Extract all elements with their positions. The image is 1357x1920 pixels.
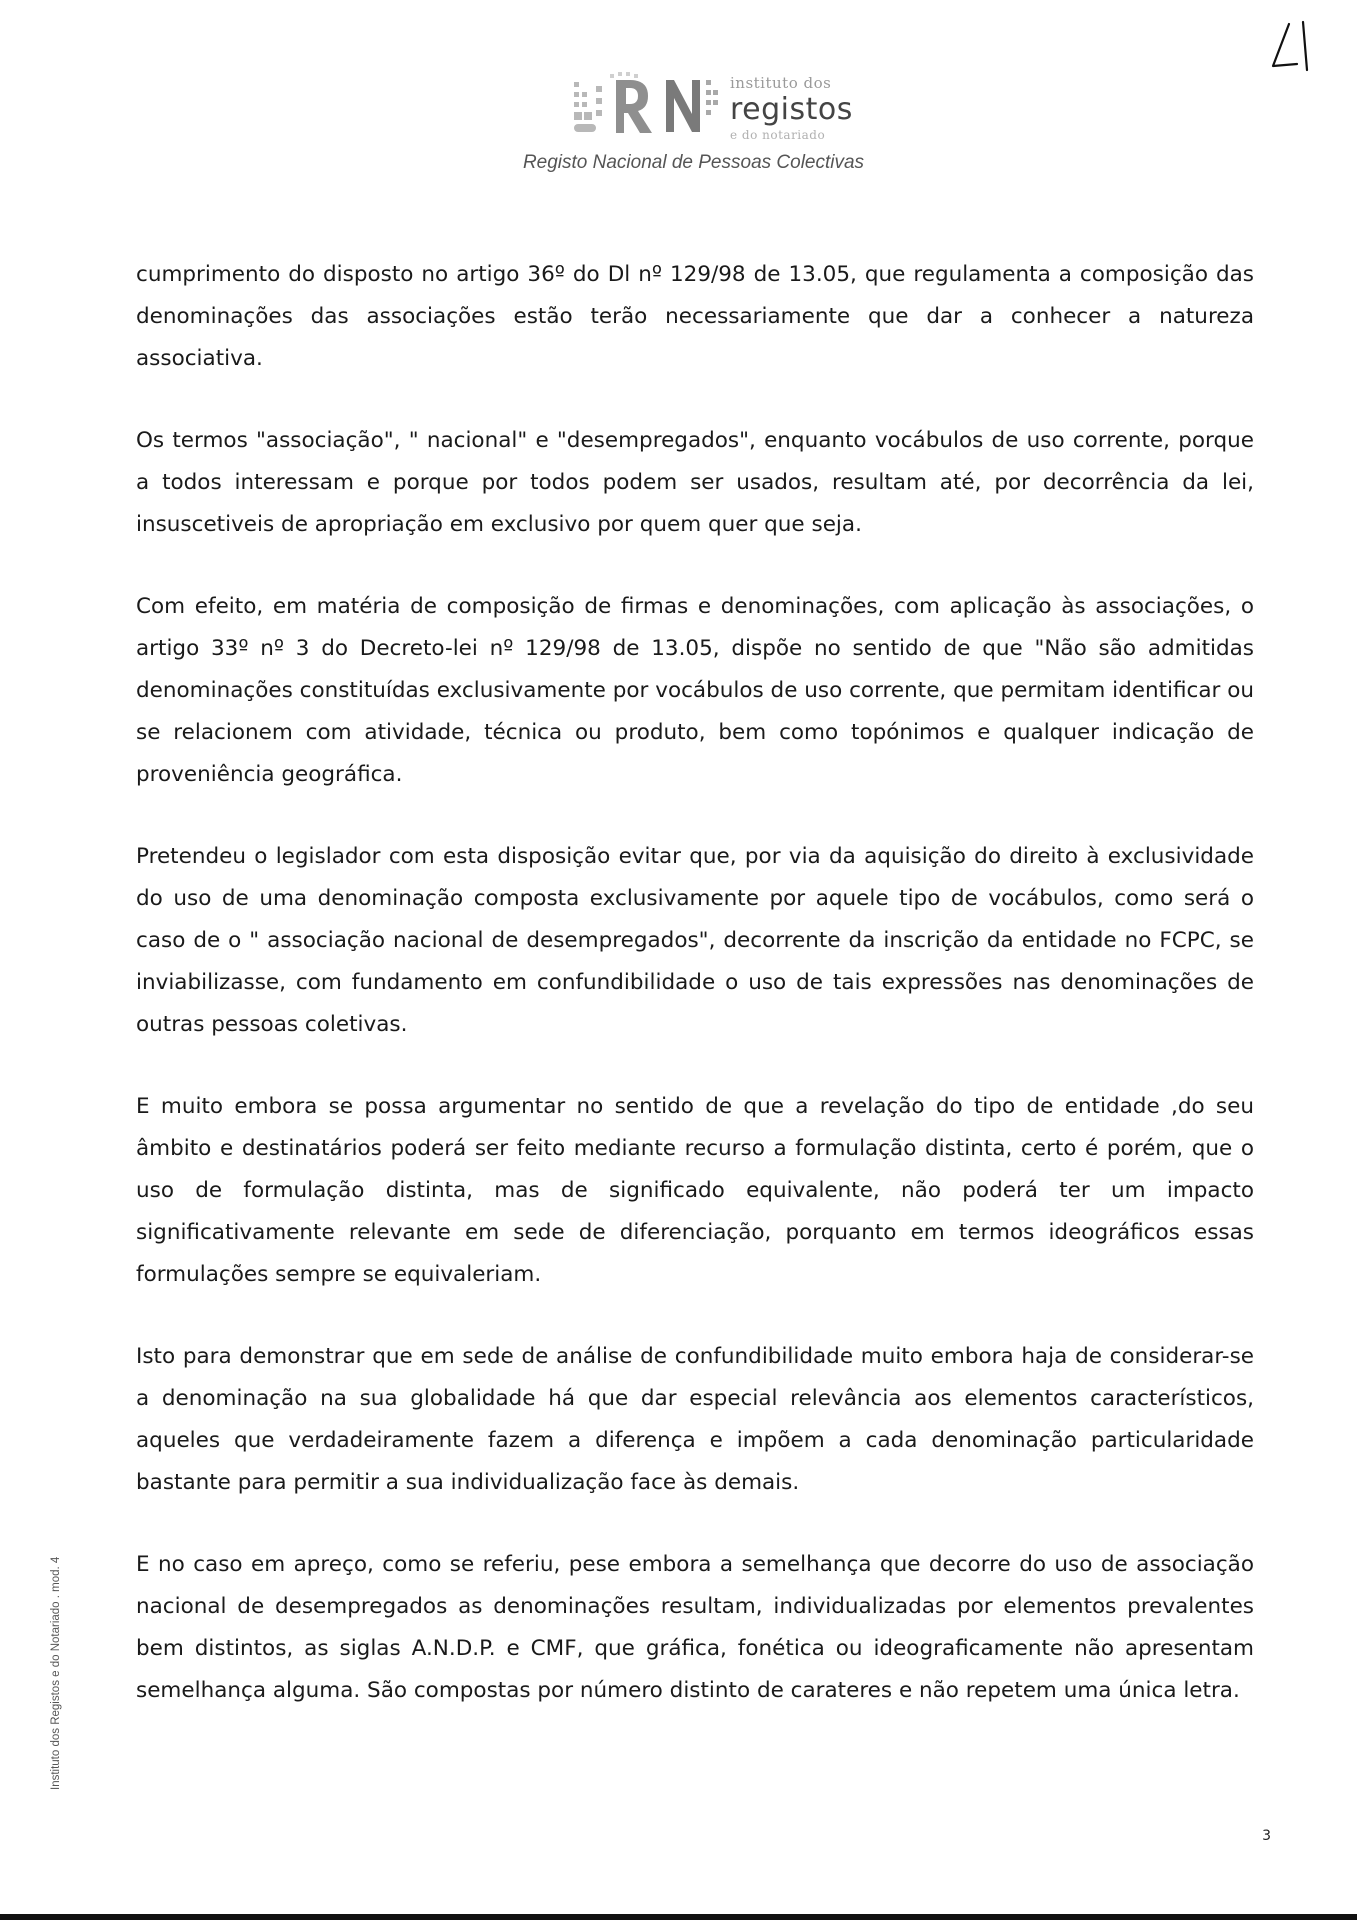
logo-text-main: registos <box>730 92 853 127</box>
side-margin-note: Instituto dos Registos e do Notariado . mod. 4 <box>50 1556 62 1790</box>
paragraph: Pretendeu o legislador com esta disposição evitar que, por via da aquisição do direito à exclusividade do uso de uma denominação composta exclusivamente por aquele tipo de vocábulos, como será o caso de o " associação nacional de desempregados", decorrente da inscrição da entidade no FCPC, se inviabilizasse, com fundamento em confundibilidade o uso de tais expressões nas denominações de outras pessoas coletivas. <box>136 844 1254 1037</box>
letterhead <box>0 62 1357 182</box>
handwritten-page-mark <box>1267 20 1317 76</box>
page-number: 3 <box>1262 1828 1271 1844</box>
irn-logo-mark-icon <box>570 68 720 140</box>
paragraph: Isto para demonstrar que em sede de análise de confundibilidade muito embora haja de considerar-se a denominação na sua globalidade há que dar especial relevância aos elementos característicos, aqueles que verdadeiramente fazem a diferença e impõem a cada denominação particularidade bastante para permitir a sua individualização face às demais. <box>136 1344 1254 1495</box>
paragraph: Com efeito, em matéria de composição de firmas e denominações, com aplicação às associações, o artigo 33º nº 3 do Decreto-lei nº 129/98 de 13.05, dispõe no sentido de que "Não são admitidas denominações constituídas exclusivamente por vocábulos de uso corrente, que permitam identificar ou se relacionem com atividade, técnica ou produto, bem como topónimos e qualquer indicação de proveniência geográfica. <box>136 594 1254 787</box>
logo-text-top: instituto dos <box>730 74 832 92</box>
logo-text-bottom: e do notariado <box>730 128 826 142</box>
scan-edge <box>0 1914 1357 1920</box>
paragraph: cumprimento do disposto no artigo 36º do Dl nº 129/98 de 13.05, que regulamenta a composição das denominações das associações estão terão necessariamente que dar a conhecer a natureza associativa. <box>136 262 1254 371</box>
organization-subtitle: Registo Nacional de Pessoas Colectivas <box>522 152 865 173</box>
paragraph: E muito embora se possa argumentar no sentido de que a revelação do tipo de entidade ,do seu âmbito e destinatários poderá ser feito mediante recurso a formulação distinta, certo é porém, que o uso de formulação distinta, mas de significado equivalente, não poderá ter um impacto significativamente relevante em sede de diferenciação, porquanto em termos ideográficos essas formulações sempre se equivaleriam. <box>136 1094 1254 1287</box>
paragraph: Os termos "associação", " nacional" e "desempregados", enquanto vocábulos de uso corrente, porque a todos interessam e porque por todos podem ser usados, resultam até, por decorrência da lei, insuscetiveis de apropriação em exclusivo por quem quer que seja. <box>136 428 1254 537</box>
document-body <box>136 254 1254 1752</box>
paragraph: E no caso em apreço, como se referiu, pese embora a semelhança que decorre do uso de associação nacional de desempregados as denominações resultam, individualizadas por elementos prevalentes bem distintos, as siglas A.N.D.P. e CMF, que gráfica, fonética ou ideograficamente não apresentam semelhança alguma. São compostas por número distinto de carateres e não repetem uma única letra. <box>136 1552 1254 1703</box>
irn-logo <box>570 68 860 140</box>
